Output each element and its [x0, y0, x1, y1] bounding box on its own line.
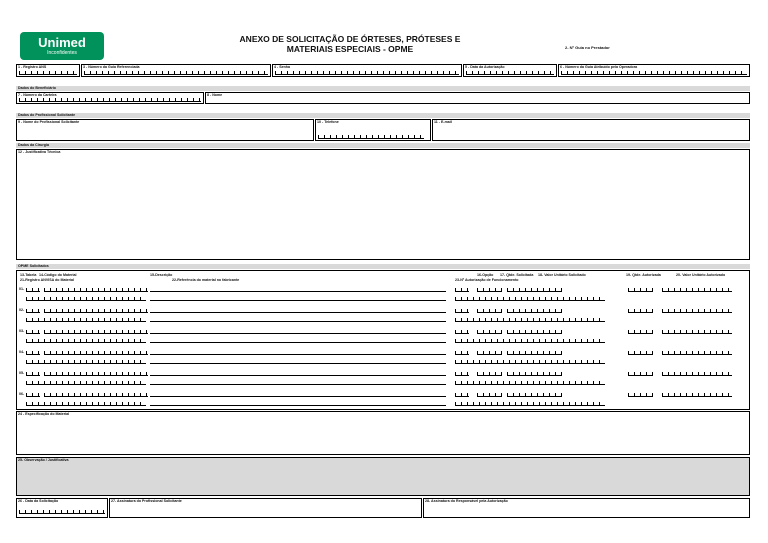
descricao-line [150, 286, 446, 292]
qtde-sol-boxes [477, 391, 502, 397]
field-label: 7 - Número da Carteira [18, 93, 57, 97]
col-codigo: 14-Código do Material [39, 273, 77, 277]
field-label: 5 - Data da Autorização [465, 65, 505, 69]
row-number: 06- [19, 392, 25, 396]
qtde-sol-boxes [477, 328, 502, 334]
col-qtde-solicitada: 17- Qtde. Solicitada [500, 273, 534, 277]
col-registro-anvisa: 21-Registro ANVISA do Material [20, 278, 75, 282]
opcao-box [455, 328, 469, 334]
field-label: 9 - Nome do Profissional Solicitante [18, 120, 80, 124]
qtde-sol-boxes [477, 307, 502, 313]
field-label: 25- Observação / Justificativa [18, 458, 69, 462]
autorizacao-boxes [455, 295, 605, 301]
tabela-boxes [26, 328, 40, 334]
valor-aut-boxes [662, 349, 732, 355]
opcao-box [455, 391, 469, 397]
referencia-line [150, 337, 446, 343]
row-number: 04- [19, 350, 25, 354]
row-number: 02- [19, 308, 25, 312]
col-autorizacao-funcionamento: 23-Nº Autorização de Funcionamento [455, 278, 519, 282]
anvisa-boxes [26, 400, 146, 406]
field-registro-ans[interactable] [16, 64, 80, 77]
unimed-logo [20, 32, 104, 60]
char-boxes [19, 97, 201, 102]
char-boxes [19, 70, 77, 75]
referencia-line [150, 316, 446, 322]
descricao-line [150, 391, 446, 397]
section-cirurgia: Dados da Cirurgia [16, 143, 750, 148]
descricao-line [150, 328, 446, 334]
field-label: 27- Assinatura do Profissional Solicitante [111, 499, 182, 503]
char-boxes [84, 70, 268, 75]
valor-sol-boxes [507, 328, 562, 334]
tabela-boxes [26, 349, 40, 355]
anvisa-boxes [26, 316, 146, 322]
field-label: 28- Assinatura do Responsável pela Autorização [425, 499, 508, 503]
field-label: 11 - E-mail [434, 120, 452, 124]
field-label: 8 - Nome [207, 93, 223, 97]
field-label: 1 - Registro ANS [18, 65, 47, 69]
col-referencia: 22-Referência do material no fabricante [172, 278, 240, 282]
opcao-box [455, 307, 469, 313]
descricao-line [150, 349, 446, 355]
title-line-2: MATERIAIS ESPECIAIS - OPME [286, 44, 414, 54]
codigo-boxes [44, 349, 148, 355]
field-data-solicitacao[interactable] [16, 498, 108, 518]
qtde-aut-boxes [628, 370, 653, 376]
field-data-autorizacao[interactable] [463, 64, 557, 77]
field-label: 4 - Senha [274, 65, 290, 69]
field-nome-profissional[interactable] [16, 119, 314, 141]
tabela-boxes [26, 307, 40, 313]
field-justificativa-tecnica[interactable] [16, 149, 750, 260]
section-beneficiario: Dados do Beneficiário [16, 86, 750, 91]
title-line-1: ANEXO DE SOLICITAÇÃO DE ÓRTESES, PRÓTESES E [239, 34, 461, 44]
opcao-box [455, 370, 469, 376]
field-email[interactable] [432, 119, 750, 141]
autorizacao-boxes [455, 316, 605, 322]
autorizacao-boxes [455, 337, 605, 343]
valor-aut-boxes [662, 391, 732, 397]
anvisa-boxes [26, 295, 146, 301]
qtde-aut-boxes [628, 391, 653, 397]
qtde-aut-boxes [628, 328, 653, 334]
autorizacao-boxes [455, 400, 605, 406]
field-senha[interactable] [272, 64, 462, 77]
field-guia-referenciada[interactable] [81, 64, 271, 77]
valor-sol-boxes [507, 370, 562, 376]
descricao-line [150, 307, 446, 313]
valor-sol-boxes [507, 391, 562, 397]
field-label: 12 - Justificativa Técnica [18, 150, 61, 154]
char-boxes [275, 70, 459, 75]
field-label: 24 - Especificação do Material [18, 412, 70, 416]
opme-row[interactable] [17, 306, 749, 326]
row-number: 03- [19, 329, 25, 333]
opme-table [16, 270, 750, 410]
qtde-sol-boxes [477, 286, 502, 292]
codigo-boxes [44, 307, 148, 313]
col-opcao: 16-Opção [477, 273, 494, 277]
anvisa-boxes [26, 379, 146, 385]
field-numero-carteira[interactable] [16, 92, 204, 104]
qtde-sol-boxes [477, 349, 502, 355]
col-valor-autorizado: 20- Valor Unitário Autorizado [676, 273, 726, 277]
codigo-boxes [44, 370, 148, 376]
qtde-aut-boxes [628, 349, 653, 355]
char-boxes [318, 134, 424, 139]
field-nome[interactable] [205, 92, 750, 104]
opme-row[interactable] [17, 369, 749, 389]
autorizacao-boxes [455, 379, 605, 385]
referencia-line [150, 400, 446, 406]
char-boxes [561, 70, 747, 75]
tabela-boxes [26, 286, 40, 292]
form-title [220, 34, 480, 54]
tabela-boxes [26, 370, 40, 376]
field-assinatura-solicitante[interactable] [109, 498, 422, 518]
logo-name: Unimed [38, 35, 86, 50]
row-number: 05- [19, 371, 25, 375]
descricao-line [150, 370, 446, 376]
opcao-box [455, 349, 469, 355]
valor-sol-boxes [507, 286, 562, 292]
field-label: 26 - Data da Solicitação [18, 499, 59, 503]
opme-row[interactable] [17, 285, 749, 305]
valor-aut-boxes [662, 286, 732, 292]
char-boxes [466, 70, 554, 75]
field-telefone[interactable] [315, 119, 431, 141]
codigo-boxes [44, 391, 148, 397]
anvisa-boxes [26, 358, 146, 364]
field-label: 10 - Telefone [317, 120, 339, 124]
guia-prestador-label: 2- Nº Guia no Prestador [565, 45, 610, 50]
opme-row[interactable] [17, 327, 749, 347]
opme-row[interactable] [17, 348, 749, 368]
section-profissional: Dados do Profissional Solicitante [16, 113, 750, 118]
field-observacao[interactable] [16, 457, 750, 496]
col-qtde-autorizada: 19- Qtde. Autorizada [626, 273, 661, 277]
row-number: 01- [19, 287, 25, 291]
referencia-line [150, 358, 446, 364]
qtde-aut-boxes [628, 286, 653, 292]
tabela-boxes [26, 391, 40, 397]
field-guia-operadora[interactable] [558, 64, 750, 77]
qtde-sol-boxes [477, 370, 502, 376]
opme-row[interactable] [17, 390, 749, 410]
field-label: 3 - Número da Guia Referenciada [83, 65, 140, 69]
logo-subtitle: Inconfidentes [47, 50, 77, 56]
char-boxes [19, 509, 105, 514]
valor-sol-boxes [507, 307, 562, 313]
codigo-boxes [44, 328, 148, 334]
valor-aut-boxes [662, 328, 732, 334]
referencia-line [150, 379, 446, 385]
qtde-aut-boxes [628, 307, 653, 313]
valor-aut-boxes [662, 370, 732, 376]
col-tabela: 13-Tabela [20, 273, 37, 277]
col-valor-solicitado: 18- Valor Unitário Solicitado [538, 273, 586, 277]
field-especificacao-material[interactable] [16, 411, 750, 455]
section-opme: OPME Solicitados [16, 264, 750, 269]
valor-aut-boxes [662, 307, 732, 313]
col-descricao: 15-Descrição [150, 273, 173, 277]
referencia-line [150, 295, 446, 301]
codigo-boxes [44, 286, 148, 292]
field-assinatura-responsavel[interactable] [423, 498, 750, 518]
opcao-box [455, 286, 469, 292]
autorizacao-boxes [455, 358, 605, 364]
valor-sol-boxes [507, 349, 562, 355]
anvisa-boxes [26, 337, 146, 343]
field-label: 6 - Número da Guia Atribuído pela Operadora [560, 65, 638, 69]
